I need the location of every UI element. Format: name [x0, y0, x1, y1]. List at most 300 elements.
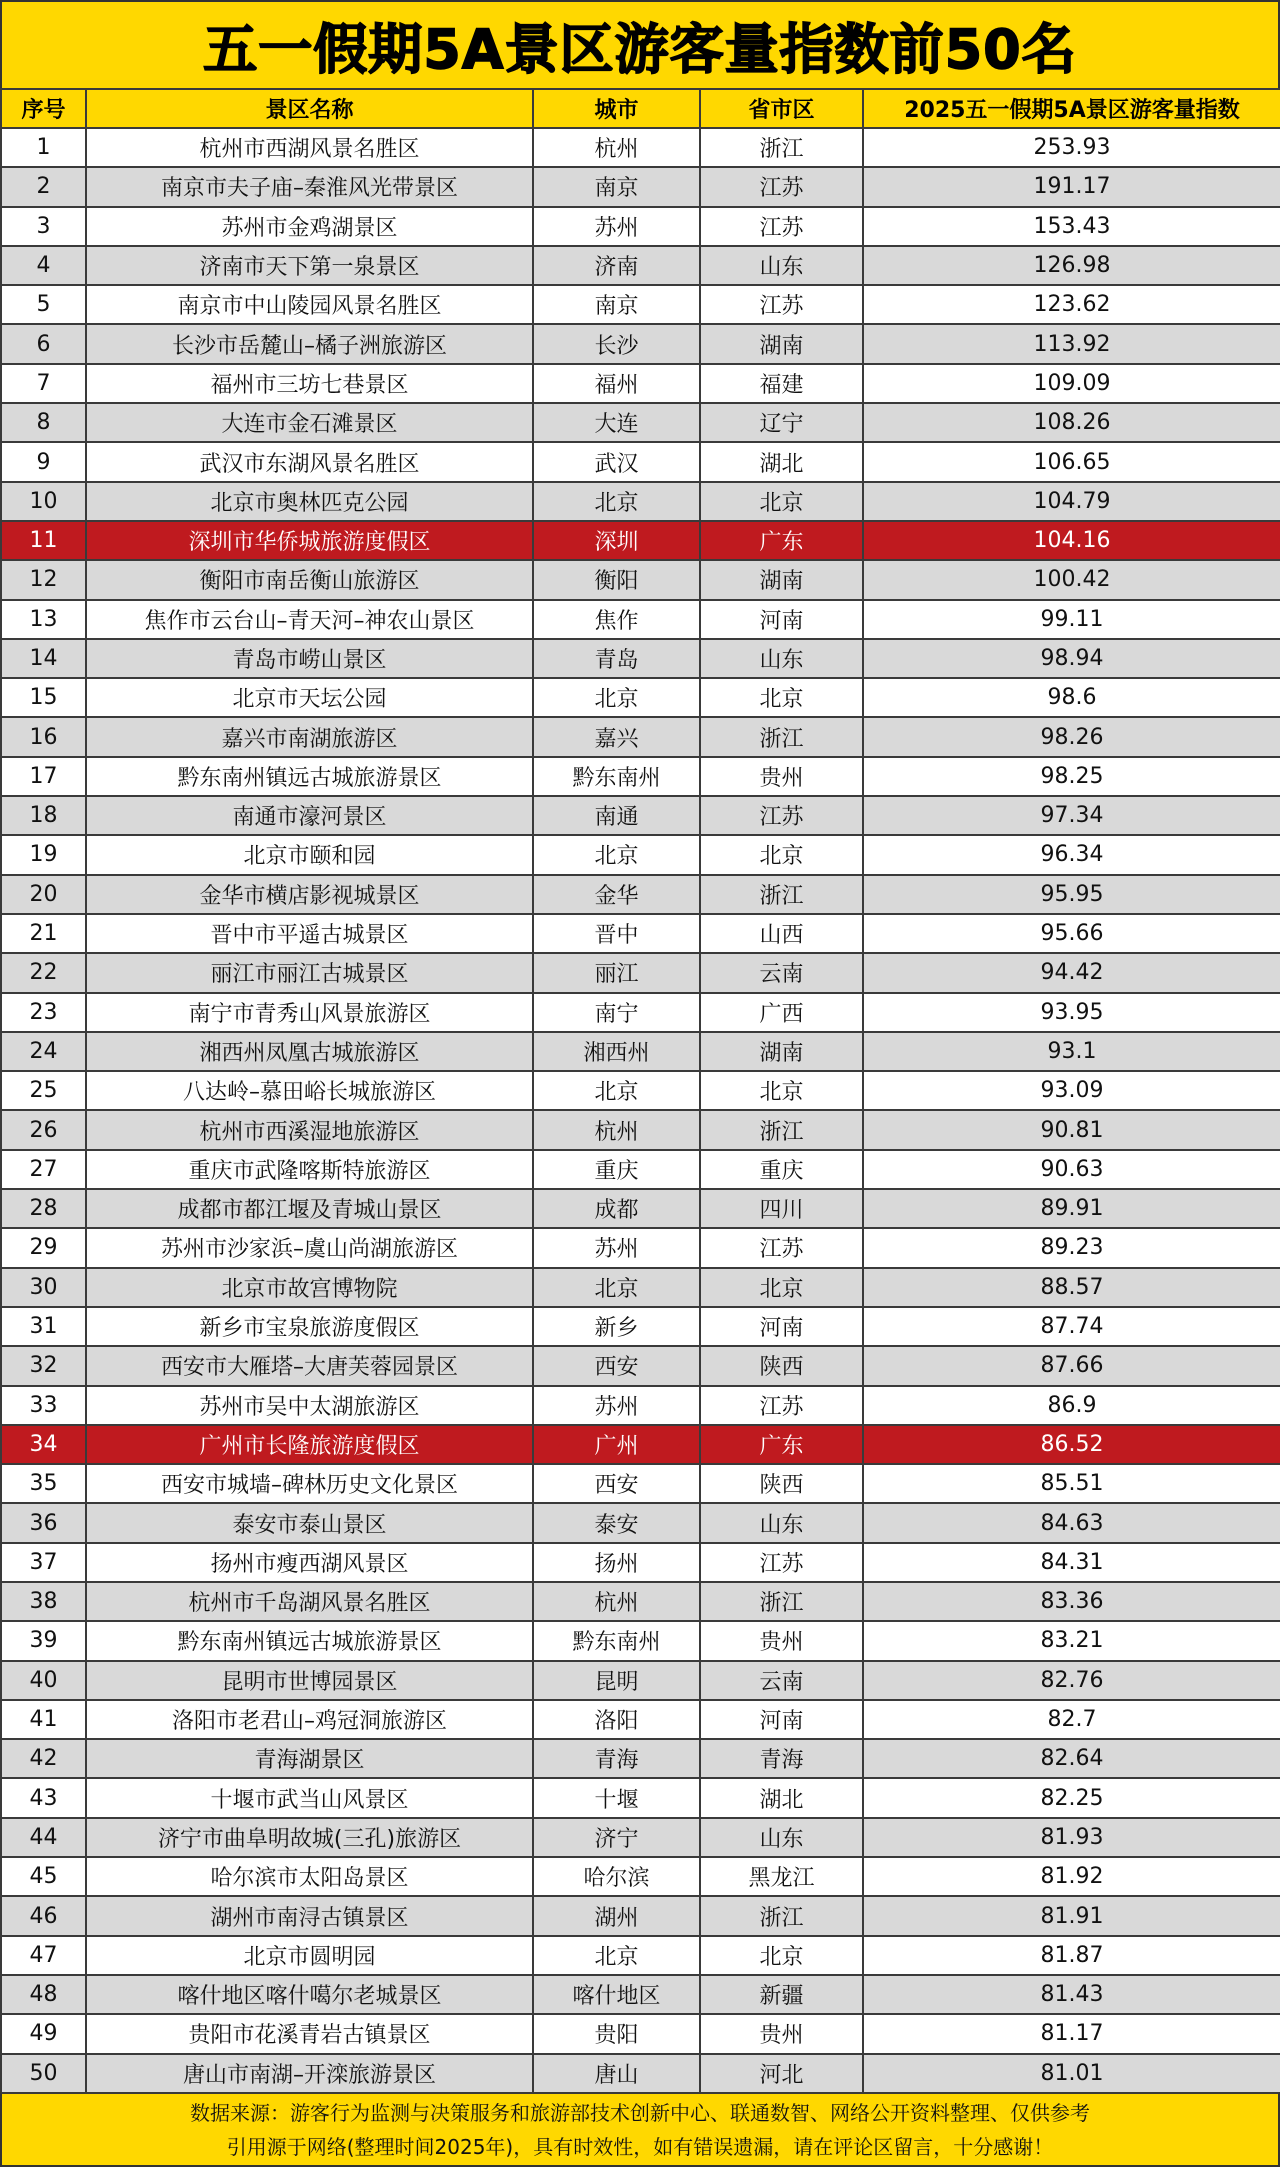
cell-scenic-name: 洛阳市老君山–鸡冠洞旅游区: [86, 1700, 533, 1739]
cell-index: 100.42: [863, 560, 1280, 599]
cell-province: 浙江: [700, 717, 863, 756]
cell-province: 江苏: [700, 167, 863, 206]
cell-scenic-name: 湖州市南浔古镇景区: [86, 1896, 533, 1935]
cell-province: 四川: [700, 1189, 863, 1228]
cell-city: 西安: [533, 1464, 700, 1503]
cell-city: 苏州: [533, 1386, 700, 1425]
cell-city: 哈尔滨: [533, 1857, 700, 1896]
cell-city: 北京: [533, 835, 700, 874]
cell-index: 87.74: [863, 1307, 1280, 1346]
cell-city: 苏州: [533, 1228, 700, 1267]
cell-city: 广州: [533, 1425, 700, 1464]
table-row: [1, 835, 1280, 874]
table-row: [1, 678, 1280, 717]
cell-scenic-name: 黔东南州镇远古城旅游景区: [86, 1621, 533, 1660]
cell-city: 丽江: [533, 953, 700, 992]
cell-rank: 17: [1, 757, 86, 796]
table-body: [1, 128, 1280, 2093]
cell-index: 89.23: [863, 1228, 1280, 1267]
cell-province: 河南: [700, 1307, 863, 1346]
cell-index: 82.76: [863, 1661, 1280, 1700]
table-row: [1, 1189, 1280, 1228]
cell-index: 98.94: [863, 639, 1280, 678]
table-row: [1, 128, 1280, 167]
cell-province: 黑龙江: [700, 1857, 863, 1896]
cell-scenic-name: 南京市夫子庙–秦淮风光带景区: [86, 167, 533, 206]
cell-index: 88.57: [863, 1268, 1280, 1307]
cell-scenic-name: 八达岭–慕田峪长城旅游区: [86, 1071, 533, 1110]
header-index: 2025五一假期5A景区游客量指数: [863, 89, 1280, 128]
cell-province: 江苏: [700, 1386, 863, 1425]
cell-province: 北京: [700, 678, 863, 717]
cell-index: 153.43: [863, 207, 1280, 246]
cell-province: 江苏: [700, 796, 863, 835]
cell-scenic-name: 成都市都江堰及青城山景区: [86, 1189, 533, 1228]
cell-rank: 43: [1, 1778, 86, 1817]
cell-scenic-name: 武汉市东湖风景名胜区: [86, 442, 533, 481]
table-row: [1, 600, 1280, 639]
cell-province: 北京: [700, 1268, 863, 1307]
cell-scenic-name: 深圳市华侨城旅游度假区: [86, 521, 533, 560]
cell-scenic-name: 扬州市瘦西湖风景区: [86, 1543, 533, 1582]
cell-province: 陕西: [700, 1464, 863, 1503]
header-city: 城市: [533, 89, 700, 128]
cell-province: 山东: [700, 1503, 863, 1542]
table-row: [1, 875, 1280, 914]
cell-index: 104.16: [863, 521, 1280, 560]
cell-scenic-name: 喀什地区喀什噶尔老城景区: [86, 1975, 533, 2014]
cell-province: 河南: [700, 600, 863, 639]
cell-city: 黔东南州: [533, 1621, 700, 1660]
table-row: [1, 1778, 1280, 1817]
table-row: [1, 1582, 1280, 1621]
cell-province: 北京: [700, 1936, 863, 1975]
cell-city: 十堰: [533, 1778, 700, 1817]
cell-rank: 50: [1, 2054, 86, 2093]
table-row: [1, 1032, 1280, 1071]
cell-rank: 15: [1, 678, 86, 717]
cell-scenic-name: 泰安市泰山景区: [86, 1503, 533, 1542]
table-row: [1, 1543, 1280, 1582]
cell-index: 83.36: [863, 1582, 1280, 1621]
table-row: [1, 167, 1280, 206]
cell-province: 湖南: [700, 324, 863, 363]
cell-rank: 21: [1, 914, 86, 953]
cell-rank: 29: [1, 1228, 86, 1267]
cell-city: 北京: [533, 1268, 700, 1307]
table-row: [1, 953, 1280, 992]
table-row: [1, 482, 1280, 521]
cell-scenic-name: 苏州市金鸡湖景区: [86, 207, 533, 246]
cell-rank: 37: [1, 1543, 86, 1582]
cell-index: 83.21: [863, 1621, 1280, 1660]
cell-rank: 45: [1, 1857, 86, 1896]
table-row: [1, 1818, 1280, 1857]
cell-rank: 41: [1, 1700, 86, 1739]
cell-scenic-name: 贵阳市花溪青岩古镇景区: [86, 2014, 533, 2053]
cell-index: 85.51: [863, 1464, 1280, 1503]
cell-index: 123.62: [863, 285, 1280, 324]
cell-index: 93.09: [863, 1071, 1280, 1110]
cell-province: 江苏: [700, 1228, 863, 1267]
cell-province: 北京: [700, 482, 863, 521]
table-row: [1, 1386, 1280, 1425]
table-row: [1, 1896, 1280, 1935]
cell-province: 山东: [700, 639, 863, 678]
cell-rank: 20: [1, 875, 86, 914]
cell-scenic-name: 衡阳市南岳衡山旅游区: [86, 560, 533, 599]
cell-city: 扬州: [533, 1543, 700, 1582]
cell-province: 浙江: [700, 1582, 863, 1621]
cell-index: 81.87: [863, 1936, 1280, 1975]
cell-province: 陕西: [700, 1346, 863, 1385]
footer-line-disclaimer: 引用源于网络(整理时间2025年)，具有时效性，如有错误遗漏，请在评论区留言，十分感谢！: [226, 2134, 1054, 2159]
cell-index: 81.43: [863, 1975, 1280, 2014]
cell-rank: 47: [1, 1936, 86, 1975]
cell-rank: 25: [1, 1071, 86, 1110]
cell-scenic-name: 十堰市武当山风景区: [86, 1778, 533, 1817]
cell-city: 南通: [533, 796, 700, 835]
cell-city: 苏州: [533, 207, 700, 246]
cell-rank: 27: [1, 1150, 86, 1189]
cell-index: 98.26: [863, 717, 1280, 756]
cell-index: 86.52: [863, 1425, 1280, 1464]
cell-index: 87.66: [863, 1346, 1280, 1385]
table-row: [1, 1700, 1280, 1739]
cell-rank: 13: [1, 600, 86, 639]
cell-scenic-name: 北京市颐和园: [86, 835, 533, 874]
cell-province: 贵州: [700, 2014, 863, 2053]
cell-city: 成都: [533, 1189, 700, 1228]
cell-rank: 36: [1, 1503, 86, 1542]
table-row: [1, 1975, 1280, 2014]
cell-city: 北京: [533, 482, 700, 521]
cell-province: 山东: [700, 246, 863, 285]
cell-rank: 8: [1, 403, 86, 442]
table-row: [1, 560, 1280, 599]
cell-rank: 23: [1, 993, 86, 1032]
page-title: 五一假期5A景区游客量指数前50名: [203, 17, 1077, 81]
cell-index: 98.6: [863, 678, 1280, 717]
cell-province: 新疆: [700, 1975, 863, 2014]
cell-rank: 6: [1, 324, 86, 363]
cell-scenic-name: 长沙市岳麓山–橘子洲旅游区: [86, 324, 533, 363]
cell-rank: 42: [1, 1739, 86, 1778]
table-row: [1, 757, 1280, 796]
cell-rank: 11: [1, 521, 86, 560]
cell-city: 南京: [533, 167, 700, 206]
cell-index: 86.9: [863, 1386, 1280, 1425]
cell-index: 81.01: [863, 2054, 1280, 2093]
cell-province: 河南: [700, 1700, 863, 1739]
cell-index: 98.25: [863, 757, 1280, 796]
cell-scenic-name: 福州市三坊七巷景区: [86, 364, 533, 403]
cell-index: 191.17: [863, 167, 1280, 206]
cell-scenic-name: 青岛市崂山景区: [86, 639, 533, 678]
cell-index: 90.81: [863, 1110, 1280, 1149]
cell-index: 84.63: [863, 1503, 1280, 1542]
cell-city: 黔东南州: [533, 757, 700, 796]
cell-index: 81.91: [863, 1896, 1280, 1935]
cell-city: 金华: [533, 875, 700, 914]
footer-source-note: [0, 2092, 1280, 2167]
cell-city: 杭州: [533, 128, 700, 167]
cell-province: 青海: [700, 1739, 863, 1778]
table-row-highlighted: [1, 521, 1280, 560]
cell-index: 113.92: [863, 324, 1280, 363]
cell-index: 95.66: [863, 914, 1280, 953]
cell-scenic-name: 杭州市西湖风景名胜区: [86, 128, 533, 167]
cell-scenic-name: 焦作市云台山–青天河–神农山景区: [86, 600, 533, 639]
cell-index: 104.79: [863, 482, 1280, 521]
cell-province: 湖北: [700, 442, 863, 481]
cell-city: 焦作: [533, 600, 700, 639]
cell-city: 北京: [533, 678, 700, 717]
table-row: [1, 796, 1280, 835]
table-row: [1, 207, 1280, 246]
cell-city: 唐山: [533, 2054, 700, 2093]
table-row: [1, 1739, 1280, 1778]
cell-scenic-name: 大连市金石滩景区: [86, 403, 533, 442]
cell-rank: 39: [1, 1621, 86, 1660]
table-row-highlighted: [1, 1425, 1280, 1464]
cell-scenic-name: 唐山市南湖–开滦旅游景区: [86, 2054, 533, 2093]
cell-city: 嘉兴: [533, 717, 700, 756]
table-row: [1, 1268, 1280, 1307]
cell-index: 97.34: [863, 796, 1280, 835]
cell-scenic-name: 杭州市千岛湖风景名胜区: [86, 1582, 533, 1621]
cell-province: 广东: [700, 1425, 863, 1464]
cell-rank: 1: [1, 128, 86, 167]
header-scenic-name: 景区名称: [86, 89, 533, 128]
cell-city: 湖州: [533, 1896, 700, 1935]
table-row: [1, 285, 1280, 324]
cell-rank: 2: [1, 167, 86, 206]
cell-province: 江苏: [700, 207, 863, 246]
cell-scenic-name: 北京市奥林匹克公园: [86, 482, 533, 521]
cell-scenic-name: 丽江市丽江古城景区: [86, 953, 533, 992]
cell-rank: 7: [1, 364, 86, 403]
cell-province: 江苏: [700, 285, 863, 324]
cell-rank: 16: [1, 717, 86, 756]
table-row: [1, 1150, 1280, 1189]
cell-province: 广东: [700, 521, 863, 560]
cell-rank: 32: [1, 1346, 86, 1385]
cell-province: 浙江: [700, 128, 863, 167]
table-row: [1, 993, 1280, 1032]
cell-province: 福建: [700, 364, 863, 403]
cell-city: 西安: [533, 1346, 700, 1385]
cell-index: 93.1: [863, 1032, 1280, 1071]
cell-rank: 31: [1, 1307, 86, 1346]
cell-city: 长沙: [533, 324, 700, 363]
cell-city: 洛阳: [533, 1700, 700, 1739]
ranking-table: [0, 88, 1280, 2094]
table-row: [1, 1661, 1280, 1700]
cell-province: 云南: [700, 1661, 863, 1700]
cell-city: 济南: [533, 246, 700, 285]
cell-index: 106.65: [863, 442, 1280, 481]
cell-scenic-name: 北京市圆明园: [86, 1936, 533, 1975]
cell-city: 青海: [533, 1739, 700, 1778]
cell-scenic-name: 南通市濠河景区: [86, 796, 533, 835]
table-row: [1, 1228, 1280, 1267]
table-row: [1, 1071, 1280, 1110]
cell-index: 99.11: [863, 600, 1280, 639]
cell-province: 湖南: [700, 1032, 863, 1071]
cell-province: 云南: [700, 953, 863, 992]
cell-scenic-name: 重庆市武隆喀斯特旅游区: [86, 1150, 533, 1189]
cell-index: 82.64: [863, 1739, 1280, 1778]
cell-rank: 3: [1, 207, 86, 246]
cell-index: 89.91: [863, 1189, 1280, 1228]
footer-line-source: 数据来源：游客行为监测与决策服务和旅游部技术创新中心、联通数智、网络公开资料整理、仅供参考: [190, 2100, 1090, 2125]
cell-scenic-name: 济南市天下第一泉景区: [86, 246, 533, 285]
cell-rank: 49: [1, 2014, 86, 2053]
cell-scenic-name: 北京市天坛公园: [86, 678, 533, 717]
cell-rank: 24: [1, 1032, 86, 1071]
cell-city: 杭州: [533, 1582, 700, 1621]
table-row: [1, 403, 1280, 442]
cell-scenic-name: 西安市城墙–碑林历史文化景区: [86, 1464, 533, 1503]
cell-index: 82.25: [863, 1778, 1280, 1817]
cell-rank: 44: [1, 1818, 86, 1857]
table-row: [1, 1621, 1280, 1660]
cell-rank: 22: [1, 953, 86, 992]
cell-city: 重庆: [533, 1150, 700, 1189]
cell-scenic-name: 西安市大雁塔–大唐芙蓉园景区: [86, 1346, 533, 1385]
cell-rank: 28: [1, 1189, 86, 1228]
cell-rank: 26: [1, 1110, 86, 1149]
cell-province: 北京: [700, 1071, 863, 1110]
cell-rank: 40: [1, 1661, 86, 1700]
cell-province: 山西: [700, 914, 863, 953]
cell-city: 新乡: [533, 1307, 700, 1346]
cell-province: 江苏: [700, 1543, 863, 1582]
cell-province: 山东: [700, 1818, 863, 1857]
table-row: [1, 364, 1280, 403]
table-row: [1, 442, 1280, 481]
cell-city: 泰安: [533, 1503, 700, 1542]
table-row: [1, 1464, 1280, 1503]
cell-scenic-name: 金华市横店影视城景区: [86, 875, 533, 914]
table-row: [1, 1936, 1280, 1975]
cell-scenic-name: 南京市中山陵园风景名胜区: [86, 285, 533, 324]
table-row: [1, 2014, 1280, 2053]
cell-index: 81.93: [863, 1818, 1280, 1857]
table-row: [1, 639, 1280, 678]
cell-rank: 14: [1, 639, 86, 678]
cell-rank: 5: [1, 285, 86, 324]
cell-rank: 30: [1, 1268, 86, 1307]
cell-index: 81.92: [863, 1857, 1280, 1896]
cell-province: 浙江: [700, 1110, 863, 1149]
table-row: [1, 914, 1280, 953]
cell-scenic-name: 苏州市吴中太湖旅游区: [86, 1386, 533, 1425]
table-row: [1, 2054, 1280, 2093]
cell-scenic-name: 北京市故宫博物院: [86, 1268, 533, 1307]
title-bar: [0, 0, 1280, 88]
cell-province: 辽宁: [700, 403, 863, 442]
cell-city: 福州: [533, 364, 700, 403]
cell-city: 湘西州: [533, 1032, 700, 1071]
table-row: [1, 324, 1280, 363]
cell-scenic-name: 苏州市沙家浜–虞山尚湖旅游区: [86, 1228, 533, 1267]
cell-scenic-name: 晋中市平遥古城景区: [86, 914, 533, 953]
table-row: [1, 1503, 1280, 1542]
cell-city: 济宁: [533, 1818, 700, 1857]
cell-province: 湖北: [700, 1778, 863, 1817]
cell-rank: 34: [1, 1425, 86, 1464]
header-province: 省市区: [700, 89, 863, 128]
cell-city: 晋中: [533, 914, 700, 953]
cell-index: 90.63: [863, 1150, 1280, 1189]
cell-rank: 35: [1, 1464, 86, 1503]
cell-city: 喀什地区: [533, 1975, 700, 2014]
cell-city: 北京: [533, 1936, 700, 1975]
cell-scenic-name: 昆明市世博园景区: [86, 1661, 533, 1700]
table-row: [1, 1307, 1280, 1346]
cell-scenic-name: 嘉兴市南湖旅游区: [86, 717, 533, 756]
cell-index: 253.93: [863, 128, 1280, 167]
cell-scenic-name: 广州市长隆旅游度假区: [86, 1425, 533, 1464]
cell-scenic-name: 杭州市西溪湿地旅游区: [86, 1110, 533, 1149]
cell-index: 95.95: [863, 875, 1280, 914]
cell-city: 北京: [533, 1071, 700, 1110]
cell-city: 南宁: [533, 993, 700, 1032]
cell-index: 108.26: [863, 403, 1280, 442]
cell-index: 126.98: [863, 246, 1280, 285]
cell-province: 河北: [700, 2054, 863, 2093]
cell-city: 杭州: [533, 1110, 700, 1149]
cell-index: 96.34: [863, 835, 1280, 874]
cell-scenic-name: 南宁市青秀山风景旅游区: [86, 993, 533, 1032]
cell-city: 武汉: [533, 442, 700, 481]
cell-province: 广西: [700, 993, 863, 1032]
cell-city: 昆明: [533, 1661, 700, 1700]
cell-province: 贵州: [700, 1621, 863, 1660]
table-header-row: [1, 89, 1280, 128]
cell-province: 湖南: [700, 560, 863, 599]
cell-rank: 18: [1, 796, 86, 835]
cell-rank: 4: [1, 246, 86, 285]
cell-index: 109.09: [863, 364, 1280, 403]
cell-city: 深圳: [533, 521, 700, 560]
cell-scenic-name: 湘西州凤凰古城旅游区: [86, 1032, 533, 1071]
cell-city: 衡阳: [533, 560, 700, 599]
table-row: [1, 1857, 1280, 1896]
cell-rank: 9: [1, 442, 86, 481]
cell-rank: 33: [1, 1386, 86, 1425]
cell-scenic-name: 新乡市宝泉旅游度假区: [86, 1307, 533, 1346]
table-row: [1, 1346, 1280, 1385]
cell-city: 大连: [533, 403, 700, 442]
cell-province: 贵州: [700, 757, 863, 796]
cell-scenic-name: 哈尔滨市太阳岛景区: [86, 1857, 533, 1896]
cell-city: 青岛: [533, 639, 700, 678]
cell-scenic-name: 黔东南州镇远古城旅游景区: [86, 757, 533, 796]
cell-rank: 10: [1, 482, 86, 521]
cell-city: 南京: [533, 285, 700, 324]
cell-index: 81.17: [863, 2014, 1280, 2053]
cell-rank: 12: [1, 560, 86, 599]
table-row: [1, 1110, 1280, 1149]
cell-rank: 46: [1, 1896, 86, 1935]
cell-index: 94.42: [863, 953, 1280, 992]
cell-scenic-name: 青海湖景区: [86, 1739, 533, 1778]
cell-city: 贵阳: [533, 2014, 700, 2053]
cell-rank: 38: [1, 1582, 86, 1621]
